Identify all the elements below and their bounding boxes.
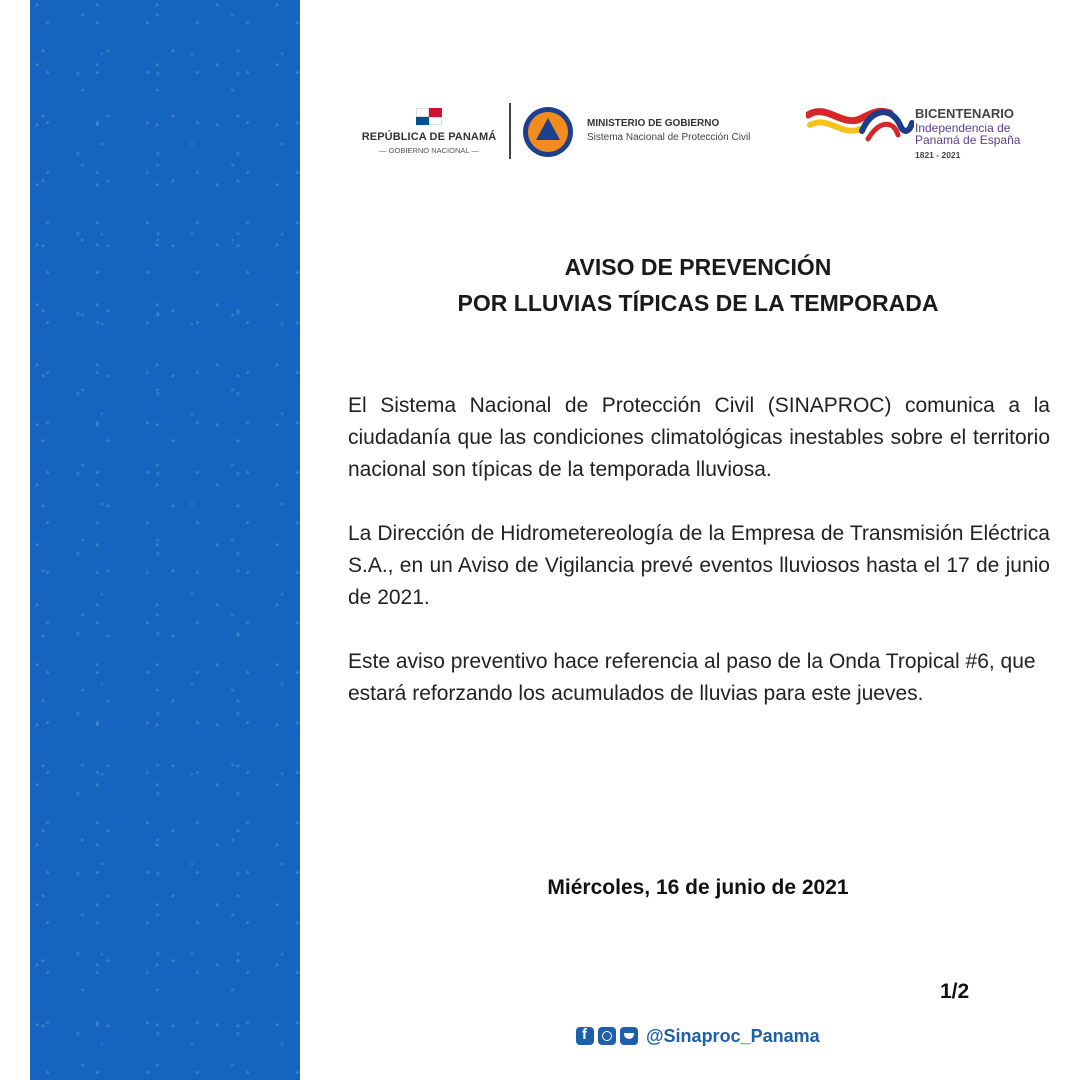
republic-sub: — GOBIERNO NACIONAL — [379, 146, 479, 155]
bicentenario-title: BICENTENARIO [915, 106, 1014, 121]
twitter-icon [620, 1027, 638, 1045]
social-handle: @Sinaproc_Panama [646, 1025, 820, 1046]
bicentenario-years: 1821 - 2021 [915, 150, 961, 160]
instagram-icon [598, 1027, 616, 1045]
proteccion-civil-seal-icon [522, 106, 574, 158]
republica-panama-logo [360, 108, 498, 155]
republic-name: REPÚBLICA DE PANAMÁ [361, 131, 497, 143]
side-band [30, 0, 300, 1080]
paragraph-1: El Sistema Nacional de Protección Civil (SINAPROC) comunica a la ciudadanía que las condiciones climatológicas inestables sobre el territorio nacional son típicas de la temporada lluviosa. [348, 394, 1050, 481]
bicentenario-line1: Independencia de [915, 121, 1011, 135]
document-title-line1: AVISO DE PREVENCIÓN [564, 254, 832, 280]
paragraph-3: Este aviso preventivo hace referencia al paso de la Onda Tropical #6, que estará reforzando los acumulados de lluvias para este jueves. [348, 650, 1036, 705]
logo-divider [509, 103, 511, 159]
ministry-title: MINISTERIO DE GOBIERNO [587, 118, 720, 129]
paragraph-2: La Dirección de Hidrometereología de la Empresa de Transmisión Eléctrica S.A., en un Aviso de Vigilancia prevé eventos lluviosos hasta el 17 de junio de 2021. [348, 522, 1050, 609]
bicentenario-line2: Panamá de España [915, 133, 1021, 147]
page-indicator: 1/2 [940, 980, 970, 1003]
facebook-icon [576, 1027, 594, 1045]
social-footer [576, 1024, 820, 1048]
panama-flag-icon [416, 108, 442, 125]
ministry-subtitle: Sistema Nacional de Protección Civil [587, 132, 751, 143]
document-date: Miércoles, 16 de junio de 2021 [547, 876, 849, 899]
document-title-line2: POR LLUVIAS TÍPICAS DE LA TEMPORADA [457, 290, 939, 316]
bicentenario-ribbon-icon [806, 101, 914, 149]
